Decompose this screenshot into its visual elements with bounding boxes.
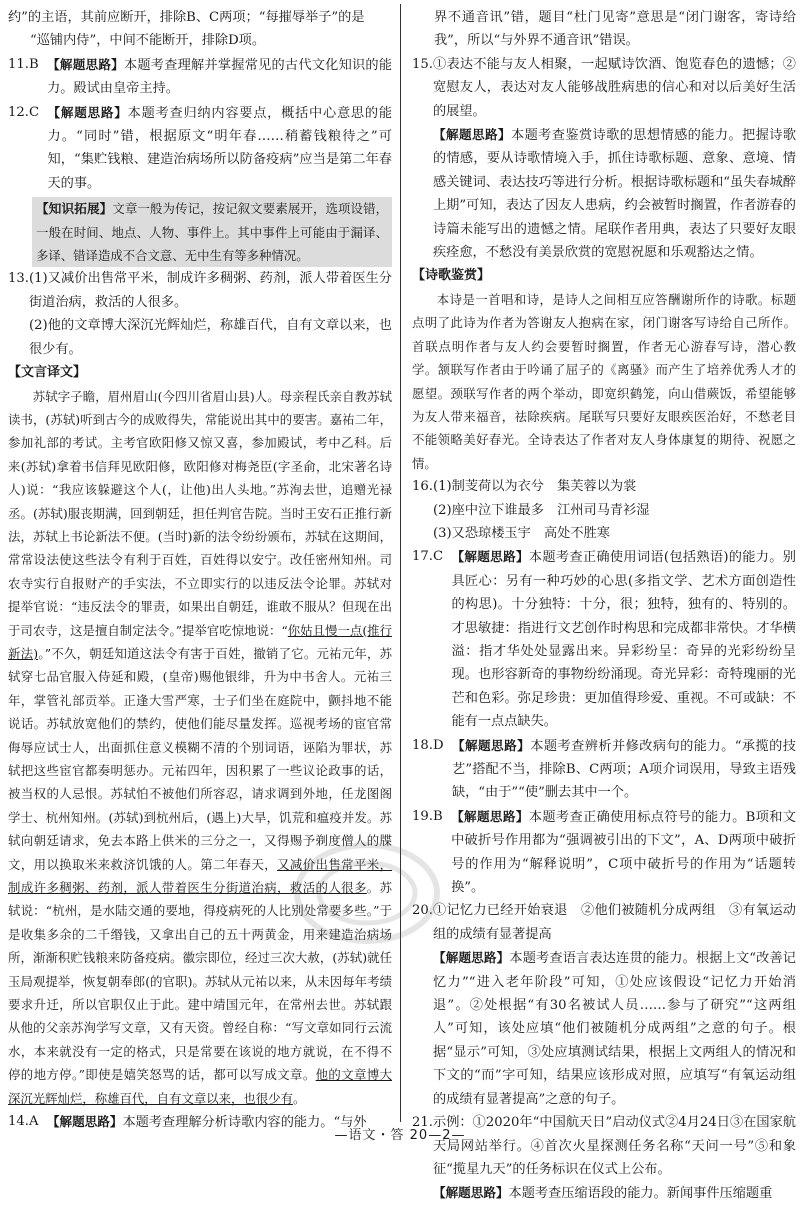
answer-body <box>451 805 796 900</box>
q14-continuation: 界不通音讯”错，题目“杜门见寄”意思是“闭门谢客，寄诗给我”，所以“与外界不通音讯”错误。 <box>434 10 796 49</box>
answer-body <box>451 545 796 733</box>
answer-16 <box>412 475 796 545</box>
answer-15-text: ①表达不能与友人相聚，一起赋诗饮酒、饱览春色的遗憾；②宽慰友人，表达对友人能够战胜病患的信心和对以后美好生活的展望。 <box>432 56 796 119</box>
answer-13-part-2: (2)他的文章博大深沉光辉灿烂，称雄百代，自有文章以来，也很少有。 <box>28 318 392 357</box>
answer-21-text: 示例：①2020年“中国航天日”启动仪式②4月24日③在国家航天局网站举行。④首次火星探测任务名称“天问一号”⑤和象征“揽星九天”的任务标识在仪式上公布。 <box>432 1115 796 1177</box>
section-heading-poem: 【诗歌鉴赏】 <box>412 268 491 284</box>
analysis-text: 本题考查正确使用词语(包括熟语)的能力。别具匠心：另有一种巧妙的心思(多指文学、艺术方面创造性的构思)。十分独特：十分，很；独特，独有的、特别的。才思敏捷：指进行文艺创作时构思和完成都非常快。才华横溢：指才华处处显露出来。异彩纷呈：奇异的光彩纷纷呈现。也形容新奇的事物纷纷涌现。奇光异彩：奇特瑰丽的光芒和色彩。弥足珍贵：更加值得珍爱、重视。不可或缺：不能有一点点缺失。 <box>451 550 796 730</box>
text-line: “巡铺内侍”，中间不能断开，排除D项。 <box>30 33 266 49</box>
analysis-text: 本题考查正确使用标点符号的能力。B项和文中破折号作用都为“强调被引出的下文”，A、D两项中破折号的作用为“解释说明”，C项中破折号的作用为“话题转换”。 <box>451 809 796 896</box>
left-column <box>8 6 392 1135</box>
knowledge-extension-box <box>32 197 392 267</box>
question-number: 16. <box>412 479 433 495</box>
answer-12 <box>8 101 392 196</box>
answer-17 <box>412 545 796 733</box>
question-number: 13. <box>8 271 29 287</box>
analysis-tag: 【解题思路】 <box>432 127 511 143</box>
analysis-tag: 【解题思路】 <box>451 808 529 824</box>
analysis-text: 本题考查辨析并修改病句的能力。“承揽的技艺”搭配不当，排除B、C两项；A项介词误用，导致主语残缺，“由于”“使”删去其中一个。 <box>451 738 796 801</box>
question-number: 12.C <box>8 104 40 120</box>
translation-text: 。 <box>292 1090 306 1106</box>
q10-continuation <box>8 6 392 53</box>
underlined-phrase: 你姑且慢一点(推行新法) <box>8 622 392 661</box>
translation-text: 。苏轼说：“杭州，是水陆交通的要地，得疫病死的人比别处常要多些。”于是收集多余的二千缗钱，又拿出自己的五十两黄金，用来建造治病场所，渐渐积贮钱粮来防备疫病。徽宗即位，经过三次大赦，(苏轼)就任玉局观提举，恢复朝奉郎(的官职)。苏轼从元祐以来，从未因每年考绩要求升迁，所以官职仅止于此。建中靖国元年，在常州去世。苏轼跟从他的父亲苏洵学写文章，又有天资。曾经自称：“写文章如同行云流水，本来就没有一定的格式，只是常要在该说的地方就说，在不得不停的地方停。”即使是嬉笑怒骂的话，都可以写成文章。 <box>8 880 393 1083</box>
poem-text: 本诗是一首唱和诗，是诗人之间相互应答酬谢所作的诗歌。标题点明了此诗为作者为答谢友人抱病在家，闭门谢客写诗给自己所作。首联点明作者与友人约会要暂时搁置，作者无心游春写诗，潜心教学。颔联写作者由于吟诵了屈子的《离骚》而产生了培养优秀人才的愿望。颈联写作者的两个举动，即宽织鹤笼，向山借蕨饭，希望能够为友人带来福音，祛除疾病。尾联写只要好友眼疾医治好，不愁老目不能领略美好春光。全诗表达了作者对友人身体康复的期待、祝愿之情。 <box>412 291 796 471</box>
answer-20 <box>412 899 796 1111</box>
answer-body <box>433 475 796 545</box>
answer-13-part-1: (1)又减价出售常平米，制成许多稠粥、药剂，派人带着医生分街道治病，救活的人很多。 <box>28 271 392 310</box>
analysis-text: 本题考查压缩语段的能力。新闻事件压缩题重 <box>508 1186 773 1202</box>
section-heading-translation: 【文言译文】 <box>8 365 87 381</box>
analysis-text: 本题考查理解分析诗歌内容的能力。“与外 <box>122 1115 367 1131</box>
recitation-line-1: (1)制芰荷以为衣兮 集芙蓉以为裳 <box>432 479 637 495</box>
page-footer: —语文・答 20—2— <box>334 1128 466 1143</box>
answer-20-text: ①记忆力已经开始衰退 ②他们被随机分成两组 ③有氧运动组的成绩有显著提高 <box>432 903 796 942</box>
analysis-tag: 【解题思路】 <box>432 950 510 966</box>
answer-15 <box>412 53 796 265</box>
analysis-tag: 【解题思路】 <box>451 549 529 565</box>
classical-translation <box>8 385 392 1111</box>
question-number: 14.A <box>8 1114 39 1130</box>
underlined-phrase: 他的文章博大深沉光辉灿烂，称雄百代，自有文章以来，也很少有 <box>8 1067 393 1106</box>
answer-body <box>47 101 392 196</box>
answer-body <box>433 899 796 1111</box>
answer-19 <box>412 805 796 900</box>
extension-tag: 【知识拓展】 <box>36 201 113 217</box>
answer-body <box>452 734 796 805</box>
column-divider <box>400 4 401 1122</box>
answer-body <box>433 53 796 265</box>
analysis-tag: 【解题思路】 <box>47 104 128 120</box>
recitation-line-2: (2)座中泣下谁最多 江州司马青衫湿 <box>432 502 650 518</box>
answer-body <box>29 267 392 361</box>
question-number: 20. <box>412 903 433 919</box>
poem-appreciation <box>412 288 796 475</box>
extension-text: 文章一般为传记，按记叙文要素展开，选项设错，一般在时间、地点、人物、事件上。其中事件上可能由于漏译、多译、错译造成不合文意、无中生有等多种情况。 <box>36 201 389 264</box>
question-number: 15. <box>412 56 433 72</box>
analysis-text: 本题考查鉴赏诗歌的思想情感的能力。把握诗歌的情感，要从诗歌情境入手，抓住诗歌标题、意象、意境、情感关键词、表达技巧等进行分析。根据诗歌标题和“虽失春城醉上期”可知，表达了因友人患病，约会被暂时搁置，作者游春的诗篇未能写出的遗憾之情。尾联作者用典，表达了只要好友眼疾痊愈，不愁没有美景欣赏的宽慰祝愿和乐观豁达之情。 <box>432 128 797 261</box>
question-number: 18.D <box>412 737 444 753</box>
underlined-phrase: 又减价出售常平米，制成许多稠粥、药剂，派人带着医生分街道治病，救活的人很多 <box>8 856 393 896</box>
question-number: 21. <box>412 1115 433 1131</box>
answer-13 <box>8 267 392 361</box>
question-number: 11.B <box>8 56 39 72</box>
analysis-tag: 【解题思路】 <box>47 56 124 72</box>
question-number: 17.C <box>412 549 444 565</box>
translation-text: 苏轼字子瞻，眉州眉山(今四川省眉山县)人。母亲程氏亲自教苏轼读书，(苏轼)听到古今的成败得失，常能说出其中的要害。嘉祐二年，参加礼部的考试。主考官欧阳修又惊又喜，参加殿试，考中乙科。后来(苏轼)拿着书信拜见欧阳修，欧阳修对梅尧臣(字圣俞，北宋著名诗人)说：“我应该躲避这个人(，让他)出人头地。”苏洵去世，追赠光禄丞。(苏轼)服丧期满，回到朝廷，担任判官告院。当时王安石正推行新法，苏轼上书论新法不便。(当时)新的法令纷纷颁布，苏轼在这期间，常常设法使这些法令有利于百姓，百姓得以安宁。改任密州知州。司农寺实行自报财产的手实法，不立即实行的以违反法令论罪。苏轼对提举官说：“违反法令的罪责，如果出自朝廷，谁敢不服从？但现在出于司农寺，这是擅自制定法令。”提举官吃惊地说：“ <box>8 388 392 638</box>
analysis-tag: 【解题思路】 <box>451 737 531 753</box>
right-column <box>412 6 796 1206</box>
analysis-tag: 【解题思路】 <box>432 1185 509 1201</box>
analysis-tag: 【解题思路】 <box>46 1114 123 1130</box>
question-number: 19.B <box>412 808 443 824</box>
recitation-line-3: (3)又恐琼楼玉宇 高处不胜寒 <box>432 525 610 541</box>
answer-18 <box>412 734 796 805</box>
analysis-text: 本题考查语言表达连贯的能力。根据上文“改善记忆力”“进入老年阶段”可知，①处应该假设“记忆力开始消退”。②处根据“有30名被试人员……参与了研究”“这两组人”可知，该处应填“他们被随机分成两组”之意的句子。根据“显示”可知，③处应填测试结果，根据上文两组人的情况和下文的“而”字可知，结果应该形成对照，应填写“有氧运动组的成绩有显著提高”之意的句子。 <box>432 951 796 1107</box>
translation-text: 。”不久，朝廷知道这法令有害于百姓，撤销了它。元祐元年，苏轼穿七品官服入侍延和殿，(皇帝)赐他银绯，升为中书舍人。元祐三年，掌管礼部贡举。正逢大雪严寒，士子们坐在庭院中，颤抖地不能说话。苏轼放宽他们的禁约，使他们能尽量发挥。巡视考场的宦官常侮辱应试士人，出面抓住意义模糊不清的个别词语，诬陷为罪状，苏轼把这些宦官都奏明惩办。元祐四年，因积累了一些议论政事的话，被当权的人忌恨。苏轼怕不被他们所容忍，请求调到外地，任龙图阁学士、杭州知州。(苏轼)到杭州后，(遇上)大旱，饥荒和瘟疫并发。苏轼向朝廷请求，免去本路上供米的三分之一，又得赐予剃度僧人的牒文，用以换取米来救济饥饿的人。第二年春天， <box>8 645 392 872</box>
answer-11 <box>8 53 392 101</box>
text-line: 约”的主语，其前应断开，排除B、C两项；“每摧辱举子”的是 <box>8 10 365 25</box>
analysis-text: 本题考查归纳内容要点，概括中心意思的能力。“同时”错，根据原文“明年春……稍蓄钱粮待之”可知，“集贮钱粮、建造治病场所以防备疫病”应当是第二年春天的事。 <box>47 105 393 191</box>
analysis-text: 本题考查理解并掌握常见的古代文化知识的能力。殿试由皇帝主持。 <box>47 57 393 97</box>
answer-body <box>47 53 392 101</box>
